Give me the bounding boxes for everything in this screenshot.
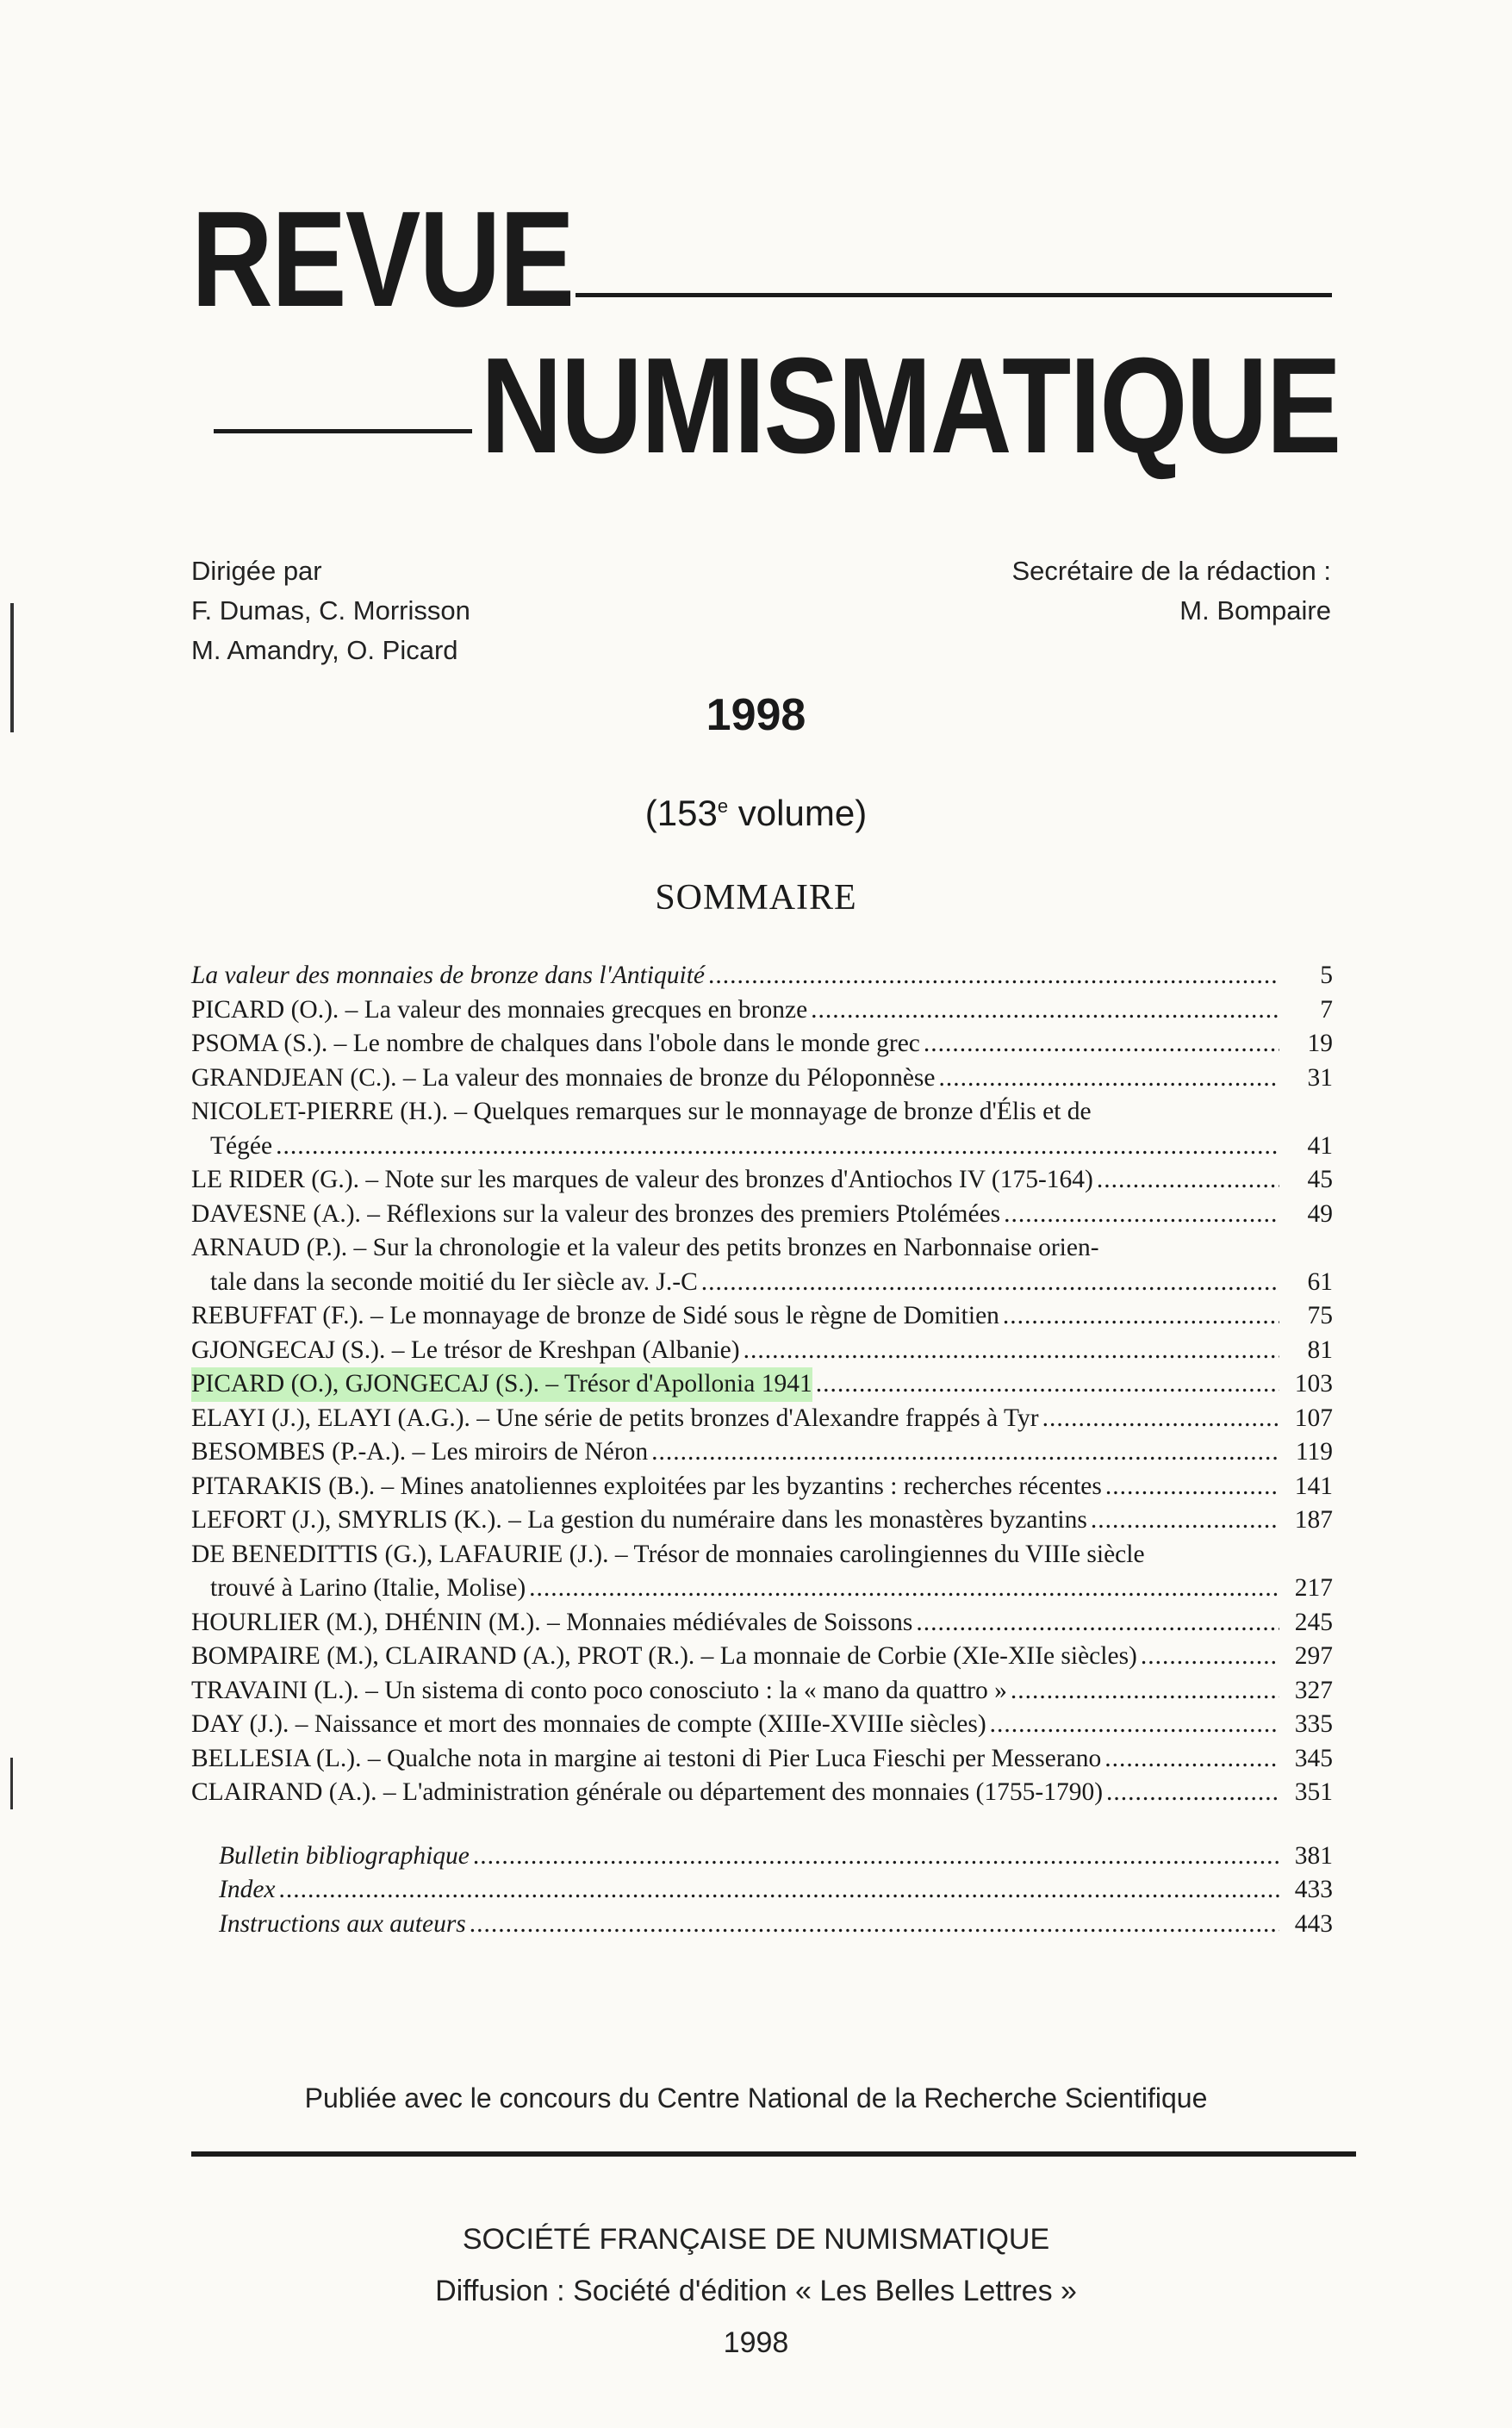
- title-rule-left: [214, 429, 472, 433]
- footer-year: 1998: [723, 2326, 789, 2359]
- scan-edge-mark: [10, 1758, 13, 1809]
- dot-leader: [816, 1367, 1279, 1402]
- page-number: 41: [1307, 1131, 1333, 1160]
- toc-entry-text: Tégée: [210, 1131, 273, 1160]
- back-matter-entry-text: Bulletin bibliographique: [219, 1841, 470, 1870]
- toc-entry: [191, 993, 1333, 1028]
- toc-entry: [191, 1163, 1333, 1198]
- toc-entry: [191, 959, 1333, 993]
- toc-entry-text: PICARD (O.), GJONGECAJ (S.). – Trésor d'Apollonia 1941: [191, 1367, 812, 1402]
- volume-word: volume: [737, 793, 856, 833]
- volume-number: 153: [656, 793, 718, 833]
- page-number: 19: [1307, 1030, 1333, 1057]
- page-number: 75: [1307, 1302, 1333, 1329]
- dot-leader: [473, 1840, 1279, 1874]
- secretary-block: [1012, 551, 1332, 631]
- toc-entry-text: La valeur des monnaies de bronze dans l'Antiquité: [191, 962, 705, 989]
- editors-label: Dirigée par: [191, 556, 322, 586]
- page-number: 297: [1294, 1642, 1333, 1670]
- editors-block: [191, 551, 470, 670]
- secretary-label: Secrétaire de la rédaction :: [1011, 556, 1331, 586]
- back-matter-entry-text: Index: [219, 1876, 276, 1903]
- distribution-note: Diffusion : Société d'édition « Les Belles Lettres »: [435, 2275, 1077, 2307]
- page-number: 103: [1294, 1370, 1333, 1398]
- toc-entry-text: BESOMBES (P.-A.). – Les miroirs de Néron: [191, 1438, 649, 1466]
- toc-entry: [191, 1640, 1333, 1674]
- page-number: 335: [1294, 1710, 1333, 1738]
- toc-entry-text: trouvé à Larino (Italie, Molise): [210, 1574, 526, 1602]
- dot-leader: [744, 1334, 1279, 1368]
- toc-entry: [191, 1572, 1333, 1606]
- toc-entry-text: PITARAKIS (B.). – Mines anatoliennes exploitées par les byzantins : recherches récentes: [191, 1472, 1102, 1500]
- publication-note: Publiée avec le concours du Centre National de la Recherche Scientifique: [304, 2082, 1208, 2114]
- toc-entry-text: ELAYI (J.), ELAYI (A.G.). – Une série de petits bronzes d'Alexandre frappés à Tyr: [191, 1404, 1039, 1432]
- dot-leader: [276, 1130, 1279, 1164]
- page-number: 187: [1294, 1506, 1333, 1534]
- toc-entry-first-line: NICOLET-PIERRE (H.). – Quelques remarques sur le monnayage de bronze d'Élis et de: [191, 1098, 1092, 1125]
- page-number: 345: [1294, 1744, 1333, 1772]
- toc-entry: [191, 1402, 1333, 1436]
- toc-entry-text: REBUFFAT (F.). – Le monnayage de bronze de Sidé sous le règne de Domitien: [191, 1302, 999, 1329]
- page-number: 7: [1320, 995, 1333, 1024]
- toc-entry-text: LE RIDER (G.). – Note sur les marques de valeur des bronzes d'Antiochos IV (175-164): [191, 1166, 1093, 1193]
- back-matter-entry: [191, 1840, 1333, 1874]
- dot-leader: [1011, 1674, 1279, 1709]
- page-number: 119: [1295, 1438, 1333, 1466]
- page-number: 49: [1307, 1199, 1333, 1228]
- toc-entry-text: tale dans la seconde moitié du Ier siècle av. J.-C: [210, 1267, 698, 1296]
- toc-entry-first-line: ARNAUD (P.). – Sur la chronologie et la valeur des petits bronzes en Narbonnaise orien-: [191, 1234, 1099, 1261]
- dot-leader: [1097, 1163, 1279, 1198]
- title-numismatique: NUMISMATIQUE: [481, 330, 1341, 482]
- issue-year: 1998: [706, 690, 806, 740]
- page-number: 81: [1307, 1335, 1333, 1364]
- back-matter-entry: [191, 1908, 1333, 1942]
- page-number: 31: [1307, 1063, 1333, 1092]
- toc-entry-text: PICARD (O.). – La valeur des monnaies grecques en bronze: [191, 995, 808, 1024]
- toc-entry: [191, 1027, 1333, 1061]
- title-revue: REVUE: [191, 184, 574, 335]
- editors-line2: M. Amandry, O. Picard: [191, 635, 458, 665]
- toc-entry-first-line: DE BENEDITTIS (G.), LAFAURIE (J.). – Trésor de monnaies carolingiennes du VIIIe siècle: [191, 1540, 1145, 1568]
- editors-line1: F. Dumas, C. Morrisson: [191, 595, 470, 626]
- page-number: 45: [1307, 1166, 1333, 1193]
- page-number: 141: [1294, 1472, 1333, 1500]
- toc-entry-text: TRAVAINI (L.). – Un sistema di conto poco conosciuto : la « mano da quattro »: [191, 1676, 1007, 1704]
- toc-entry: [191, 1198, 1333, 1232]
- toc-entry-text: BOMPAIRE (M.), CLAIRAND (A.), PROT (R.). – La monnaie de Corbie (XIe-XIIe siècles): [191, 1642, 1137, 1670]
- dot-leader: [1003, 1299, 1279, 1334]
- title-rule-right: [576, 293, 1332, 297]
- page-number: 245: [1294, 1608, 1333, 1636]
- toc-entry: [191, 1708, 1333, 1742]
- dot-leader: [708, 959, 1279, 993]
- page-number: 217: [1294, 1574, 1333, 1602]
- toc-entry: [191, 1367, 1333, 1402]
- toc-entry: [191, 1606, 1333, 1640]
- page-number: 5: [1320, 962, 1333, 989]
- dot-leader: [811, 993, 1279, 1028]
- page-number: 327: [1294, 1676, 1333, 1704]
- dot-leader: [1104, 1742, 1279, 1777]
- toc-entry: [191, 1299, 1333, 1334]
- toc-entry: [191, 1776, 1333, 1810]
- toc-entry: [191, 1503, 1333, 1538]
- footer-rule: [191, 2151, 1356, 2157]
- secretary-name: M. Bompaire: [1179, 595, 1331, 626]
- toc-entry-text: GJONGECAJ (S.). – Le trésor de Kreshpan (Albanie): [191, 1335, 740, 1364]
- toc-entry: [191, 1061, 1333, 1096]
- publisher-society: SOCIÉTÉ FRANÇAISE DE NUMISMATIQUE: [462, 2223, 1050, 2256]
- page-number: 61: [1307, 1267, 1333, 1296]
- page-number: 107: [1294, 1404, 1333, 1432]
- toc-entry-text: PSOMA (S.). – Le nombre de chalques dans l'obole dans le monde grec: [191, 1030, 920, 1057]
- toc-entry: [191, 1470, 1333, 1504]
- table-of-contents: [191, 959, 1333, 1941]
- toc-entry-text: GRANDJEAN (C.). – La valeur des monnaies de bronze du Péloponnèse: [191, 1063, 936, 1092]
- toc-entry: [191, 1742, 1333, 1777]
- dot-leader: [1004, 1198, 1279, 1232]
- dot-leader: [916, 1606, 1279, 1640]
- toc-entry: [191, 1435, 1333, 1470]
- page-number: 381: [1294, 1841, 1333, 1870]
- dot-leader: [1141, 1640, 1279, 1674]
- dot-leader: [701, 1266, 1279, 1300]
- dot-leader: [939, 1061, 1280, 1096]
- volume-suffix: e: [717, 795, 729, 817]
- toc-entry: [191, 1130, 1333, 1164]
- dot-leader: [1105, 1470, 1279, 1504]
- dot-leader: [924, 1027, 1279, 1061]
- toc-entry-text: CLAIRAND (A.). – L'administration générale ou département des monnaies (1755-1790): [191, 1778, 1104, 1806]
- dot-leader: [529, 1572, 1279, 1606]
- dot-leader: [1091, 1503, 1279, 1538]
- sommaire-heading: SOMMAIRE: [655, 878, 857, 918]
- page-number: 351: [1294, 1778, 1333, 1806]
- toc-spacer: [191, 1810, 1333, 1840]
- toc-entry-text: DAY (J.). – Naissance et mort des monnaies de compte (XIIIe-XVIIIe siècles): [191, 1710, 986, 1738]
- dot-leader: [990, 1708, 1279, 1742]
- toc-entry-text: BELLESIA (L.). – Qualche nota in margine ai testoni di Pier Luca Fieschi per Messerano: [191, 1744, 1102, 1772]
- back-matter-entry-text: Instructions aux auteurs: [219, 1909, 466, 1938]
- toc-entry: [191, 1334, 1333, 1368]
- volume-label: (153e volume): [644, 793, 868, 833]
- page-number: 443: [1294, 1909, 1333, 1938]
- dot-leader: [470, 1908, 1279, 1942]
- toc-entry-text: LEFORT (J.), SMYRLIS (K.). – La gestion du numéraire dans les monastères byzantins: [191, 1506, 1087, 1534]
- toc-entry-text: DAVESNE (A.). – Réflexions sur la valeur des bronzes des premiers Ptolémées: [191, 1199, 1001, 1228]
- dot-leader: [279, 1873, 1279, 1908]
- dot-leader: [1106, 1776, 1279, 1810]
- dot-leader: [1042, 1402, 1279, 1436]
- toc-entry: [191, 1674, 1333, 1709]
- dot-leader: [651, 1435, 1279, 1470]
- toc-entry-text: HOURLIER (M.), DHÉNIN (M.). – Monnaies médiévales de Soissons: [191, 1608, 913, 1636]
- toc-entry: [191, 1266, 1333, 1300]
- page-number: 433: [1294, 1876, 1333, 1903]
- back-matter-entry: [191, 1873, 1333, 1908]
